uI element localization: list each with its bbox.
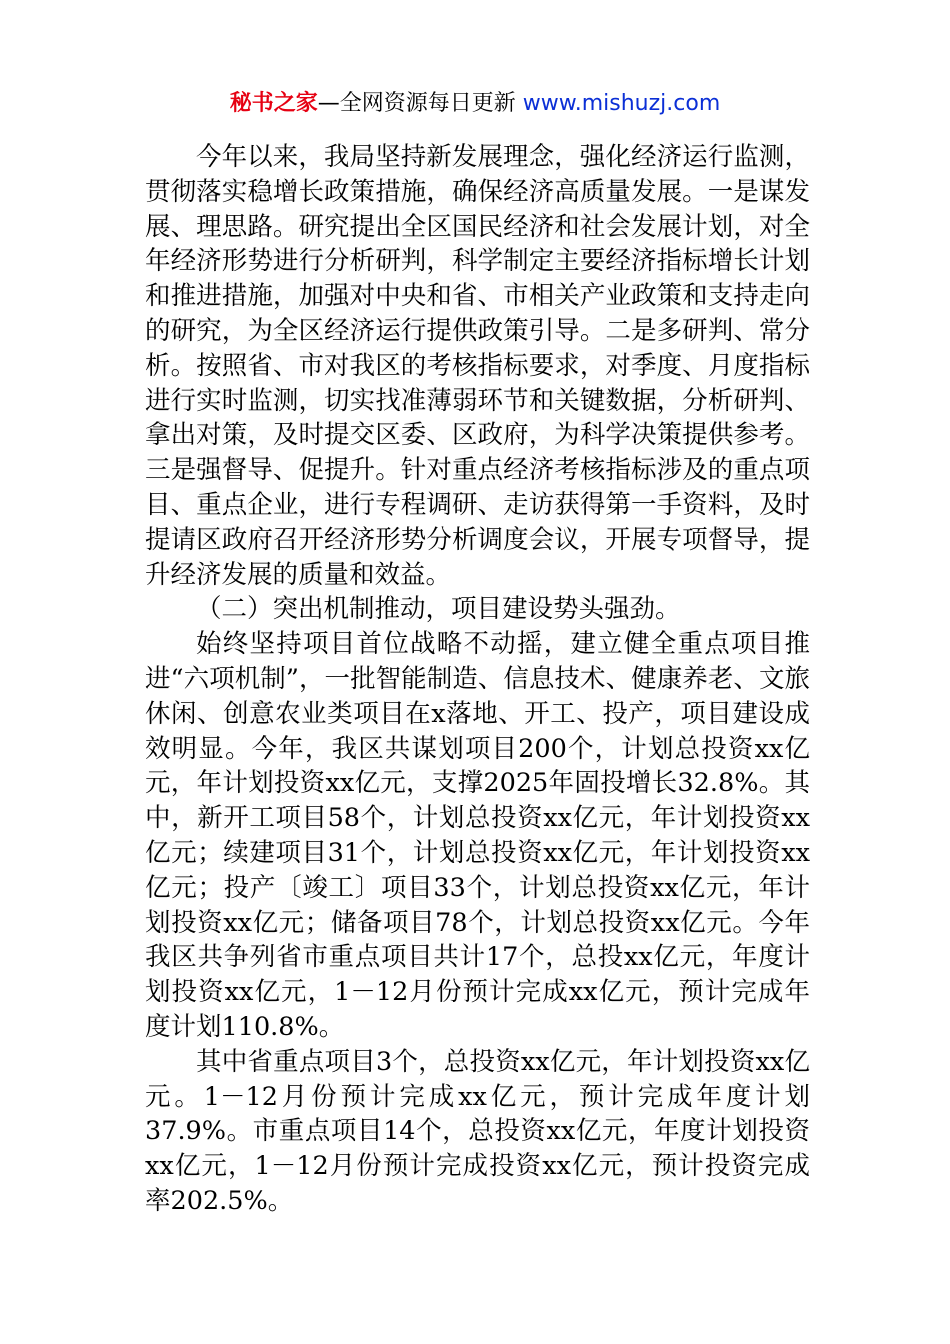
header-dash: — <box>317 91 340 116</box>
paragraph-project-mechanism: 始终坚持项目首位战略不动摇，建立健全重点项目推进“六项机制”，一批智能制造、信息技术、健康养老、文旅休闲、创意农业类项目在x落地、开工、投产，项目建设成效明显。今年，我区共谋划项目200个，计划总投资xx亿元，年计划投资xx亿元，支撑2025年固投增长32.8%。其中，新开工项目58个，计划总投资xx亿元，年计划投资xx亿元；续建项目31个，计划总投资xx亿元，年计划投资xx亿元；投产〔竣工〕项目33个，计划总投资xx亿元，年计划投资xx亿元；储备项目78个，计划总投资xx亿元。今年我区共争列省市重点项目共计17个，总投xx亿元，年度计划投资xx亿元，1－12月份预计完成xx亿元，预计完成年度计划110.8%。 <box>145 629 810 1042</box>
header-site-link[interactable]: www.mishuzj.com <box>522 91 721 116</box>
section-heading-project-construction: （二）突出机制推动，项目建设势头强劲。 <box>196 594 681 625</box>
paragraph-key-projects: 其中省重点项目3个，总投资xx亿元，年计划投资xx亿元。1－12月份预计完成xx亿元，预计完成年度计划37.9%。市重点项目14个，总投资xx亿元，年度计划投资xx亿元，1－12月份预计完成投资xx亿元，预计投资完成率202.5%。 <box>145 1046 810 1216</box>
paragraph-economy-monitoring: 今年以来，我局坚持新发展理念，强化经济运行监测，贯彻落实稳增长政策措施，确保经济高质量发展。一是谋发展、理思路。研究提出全区国民经济和社会发展计划，对全年经济形势进行分析研判，科学制定主要经济指标增长计划和推进措施，加强对中央和省、市相关产业政策和支持走向的研究，为全区经济运行提供政策引导。二是多研判、常分析。按照省、市对我区的考核指标要求，对季度、月度指标进行实时监测，切实找准薄弱环节和关键数据，分析研判、拿出对策，及时提交区委、区政府，为科学决策提供参考。三是强督导、促提升。针对重点经济考核指标涉及的重点项目、重点企业，进行专程调研、走访获得第一手资料，及时提请区政府召开经济形势分析调度会议，开展专项督导，提升经济发展的质量和效益。 <box>145 142 810 590</box>
page-header <box>0 88 950 120</box>
header-tagline: 全网资源每日更新 <box>339 91 516 116</box>
document-body <box>145 140 810 1219</box>
header-brand: 秘书之家 <box>229 91 318 116</box>
